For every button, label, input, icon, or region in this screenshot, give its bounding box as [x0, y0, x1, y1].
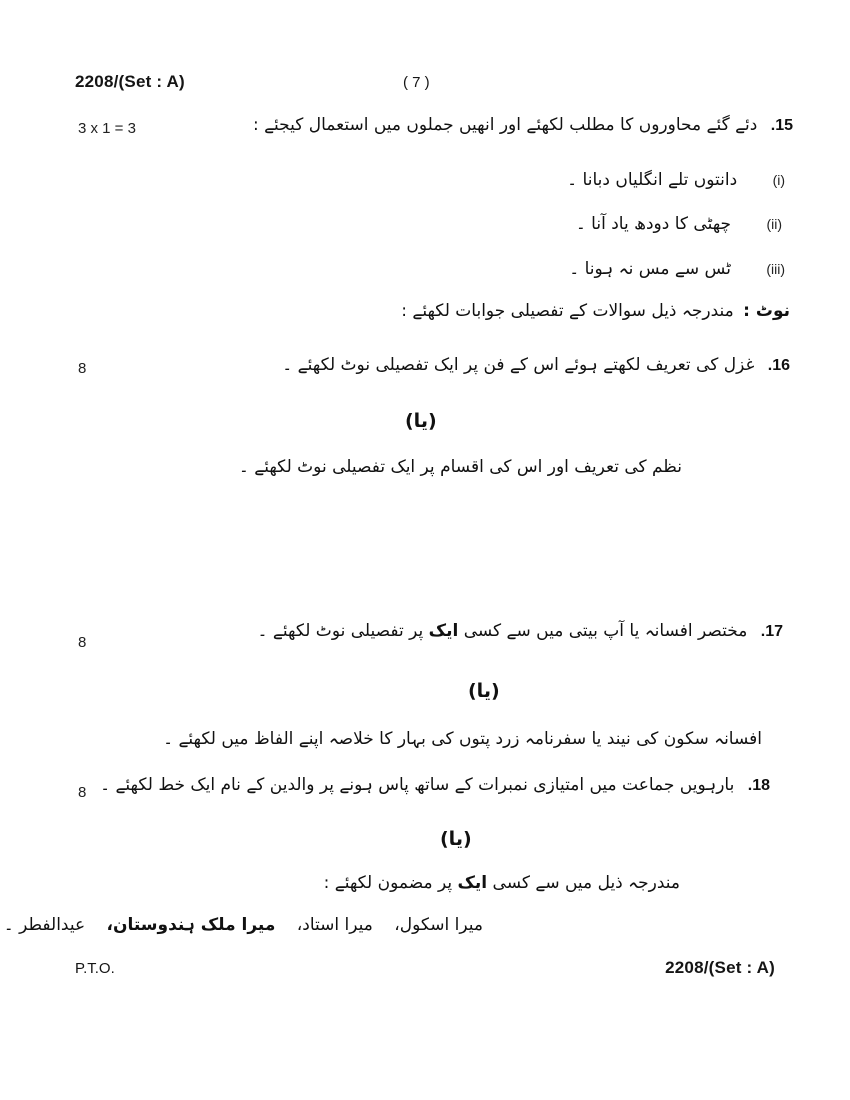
essay-topic-teacher: میرا استاد، — [296, 915, 373, 935]
q16-alt-line — [239, 450, 682, 484]
q17-text-pre: مختصر افسانہ یا آپ بیتی میں سے کسی — [463, 621, 748, 641]
note-line — [401, 294, 790, 328]
essay-topic-country: میرا ملک ہندوستان، — [106, 915, 276, 935]
item-ii-marker: (ii) — [766, 216, 782, 232]
or-separator-2: (یا) — [468, 680, 500, 702]
q16-number: 16. — [767, 357, 790, 374]
q18-alt-intro-pre: مندرجہ ذیل میں سے کسی — [492, 873, 680, 893]
q17-text-post: پر تفصیلی نوٹ لکھئے ۔ — [257, 621, 424, 641]
or-separator-3: (یا) — [440, 828, 472, 850]
q18-essay-topics-line — [4, 908, 483, 942]
q18-alt-intro-bold: ایک — [457, 873, 488, 893]
paper-code-footer: 2208/(Set : A) — [665, 958, 775, 977]
item-iii-marker: (iii) — [766, 261, 785, 277]
q15-text: دئے گئے محاوروں کا مطلب لکھئے اور انھیں جملوں میں استعمال کیجئے : — [252, 115, 758, 135]
q18-alt-intro-line — [324, 866, 680, 900]
essay-topic-eid: عیدالفطر ۔ — [3, 915, 86, 935]
q15-item-ii — [576, 207, 782, 241]
item-iii-text: ٹس سے مس نہ ہونا ۔ — [569, 259, 731, 279]
item-i-marker: (i) — [772, 172, 785, 188]
paper-code-header: 2208/(Set : A) — [75, 72, 185, 91]
q17-alt-line — [163, 722, 762, 756]
q18-question-line — [100, 768, 770, 803]
q15-marks: 3 x 1 = 3 — [78, 120, 136, 137]
q18-alt-intro-post: پر مضمون لکھئے : — [323, 873, 453, 893]
pto-label: P.T.O. — [75, 960, 115, 977]
note-label: نوٹ : — [743, 301, 790, 321]
q17-number: 17. — [760, 623, 783, 640]
q17-alt-text: افسانہ سکون کی نیند یا سفرنامہ زرد پتوں کی بہار کا خلاصہ اپنے الفاظ میں لکھئے ۔ — [163, 729, 762, 749]
q18-marks: 8 — [78, 784, 87, 801]
q18-number: 18. — [747, 777, 770, 794]
q16-text: غزل کی تعریف لکھتے ہوئے اس کے فن پر ایک تفصیلی نوٹ لکھئے ۔ — [282, 355, 755, 375]
q15-item-i — [567, 163, 785, 197]
q15-item-iii — [569, 252, 785, 286]
q17-question-line — [258, 614, 783, 649]
or-separator-1: (یا) — [405, 410, 437, 432]
page-number: ( 7 ) — [403, 74, 430, 91]
q17-marks: 8 — [78, 634, 87, 651]
note-text: مندرجہ ذیل سوالات کے تفصیلی جوابات لکھئے : — [401, 301, 734, 321]
q16-marks: 8 — [78, 360, 87, 377]
q18-text: بارہویں جماعت میں امتیازی نمبرات کے ساتھ پاس ہونے پر والدین کے نام ایک خط لکھئے ۔ — [100, 775, 735, 795]
q16-question-line — [282, 348, 790, 383]
q17-text-bold: ایک — [428, 621, 459, 641]
q15-number: 15. — [770, 117, 793, 134]
essay-topic-school: میرا اسکول، — [394, 915, 483, 935]
item-ii-text: چھٹی کا دودھ یاد آنا ۔ — [575, 214, 732, 234]
q16-alt-text: نظم کی تعریف اور اس کی اقسام پر ایک تفصیلی نوٹ لکھئے ۔ — [238, 457, 682, 477]
item-i-text: دانتوں تلے انگلیاں دبانا ۔ — [567, 170, 738, 190]
q15-question-line — [253, 108, 793, 143]
